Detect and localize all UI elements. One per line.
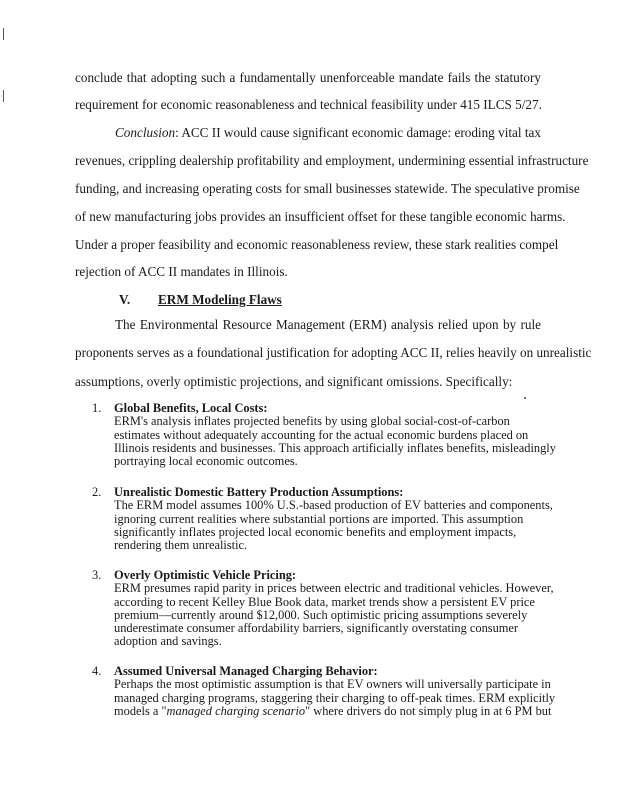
text-line: significantly inflates projected local economic benefits and employment impacts, xyxy=(114,524,517,539)
text-line: ERM presumes rapid parity in prices between electric and traditional vehicles. However, xyxy=(114,581,554,596)
text-line: proponents serves as a foundational justification for adopting ACC II, relies heavily on unrealistic xyxy=(75,345,592,360)
text-line: ERM's analysis inflates projected benefits by using global social-cost-of-carbon xyxy=(114,414,510,429)
text-line-mixed xyxy=(114,703,552,718)
list-item-title: Assumed Universal Managed Charging Behavior: xyxy=(114,664,378,678)
stray-mark xyxy=(524,397,526,399)
text-line: requirement for economic reasonableness and technical feasibility under 415 ILCS 5/27. xyxy=(75,97,542,112)
binding-mark xyxy=(3,28,4,40)
text-line: premium—currently around $12,000. Such optimistic pricing assumptions severely xyxy=(114,607,528,622)
text-line: underestimate consumer affordability barriers, significantly overstating consumer xyxy=(114,621,519,636)
list-item-number: 4. xyxy=(92,664,102,678)
conclusion-label: Conclusion xyxy=(115,125,176,140)
text-line: Under a proper feasibility and economic reasonableness review, these stark realities compel xyxy=(75,237,559,252)
text-line: portraying local economic outcomes. xyxy=(114,454,298,469)
list-item-title: Global Benefits, Local Costs: xyxy=(114,401,268,415)
section-title: ERM Modeling Flaws xyxy=(158,292,282,307)
text-line: estimates without adequately accounting for the actual economic burdens placed on xyxy=(114,427,529,442)
section-number: V. xyxy=(119,292,131,307)
text-line: Illinois residents and businesses. This approach artificially inflates benefits, misleadingly xyxy=(114,440,556,455)
text-segment: models a " xyxy=(114,703,167,718)
text-line: adoption and savings. xyxy=(114,634,222,649)
list-item-number: 3. xyxy=(92,568,102,582)
list-item-body xyxy=(114,498,553,553)
text-line: conclude that adopting such a fundamentally unenforceable mandate fails the statutory xyxy=(75,70,541,85)
list-item-number: 1. xyxy=(92,401,102,415)
conclusion-first-line xyxy=(115,125,541,141)
text-segment: " where drivers do not simply plug in at 6 PM but xyxy=(305,703,552,718)
text-line: rendering them unrealistic. xyxy=(114,538,248,553)
list-item-body xyxy=(114,677,556,718)
list-item-body xyxy=(114,414,556,469)
text-line: The ERM model assumes 100% U.S.-based production of EV batteries and components, xyxy=(114,498,553,513)
list-item-body xyxy=(114,581,554,649)
list-item-number: 2. xyxy=(92,485,102,499)
text-line: according to recent Kelley Blue Book data, market trends show a persistent EV price xyxy=(114,594,535,609)
text-line: : ACC II would cause significant economic damage: eroding vital tax xyxy=(175,125,541,140)
list-item-title: Unrealistic Domestic Battery Production Assumptions: xyxy=(114,485,404,499)
text-line: assumptions, overly optimistic projections, and significant omissions. Specifically: xyxy=(75,374,513,389)
binding-mark xyxy=(3,90,4,102)
text-line: of new manufacturing jobs provides an insufficient offset for these tangible economic harms. xyxy=(75,209,566,224)
text-line: revenues, crippling dealership profitability and employment, undermining essential infrastructure xyxy=(75,153,589,168)
text-line: managed charging programs, staggering their charging to off-peak times. ERM explicitly xyxy=(114,690,556,705)
text-line: Perhaps the most optimistic assumption is that EV owners will universally participate in xyxy=(114,677,551,692)
list-item-title: Overly Optimistic Vehicle Pricing: xyxy=(114,568,297,582)
text-line: rejection of ACC II mandates in Illinois. xyxy=(75,264,288,279)
text-line: ignoring current realities where substantial portions are imported. This assumption xyxy=(114,511,524,526)
text-line: The Environmental Resource Management (ERM) analysis relied upon by rule xyxy=(115,317,541,332)
text-line: funding, and increasing operating costs for small businesses statewide. The speculative promise xyxy=(75,181,580,196)
italic-phrase: managed charging scenario xyxy=(166,703,306,718)
